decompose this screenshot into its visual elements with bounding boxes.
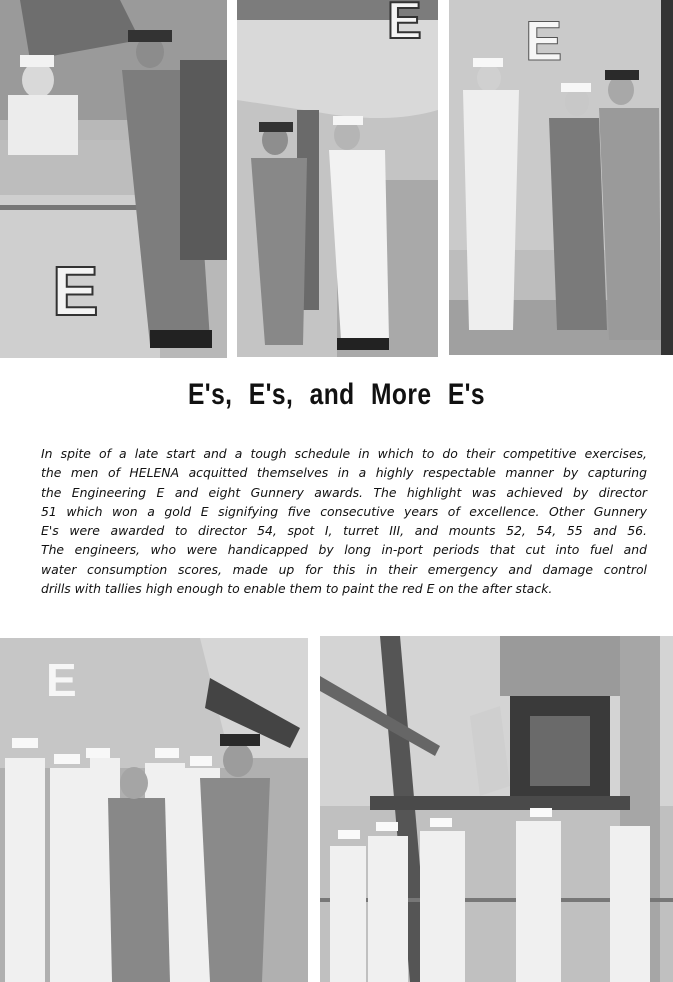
- body-paragraph: [41, 444, 647, 598]
- photo-e-letter: E: [387, 0, 422, 50]
- photo-hoisting-equipment: [320, 636, 673, 982]
- body-line: water consumption scores, made up for this in their emergency and damage control: [41, 561, 647, 577]
- photo-e-letter: E: [46, 654, 77, 706]
- body-line: the men of HELENA acquitted themselves in a highly respectable manner by capturing: [41, 465, 647, 481]
- page-title: [61, 378, 613, 412]
- body-line: E's were awarded to director 54, spot I, turret III, and mounts 52, 54, 55 and 56.: [41, 523, 647, 539]
- title-word: and: [309, 378, 355, 411]
- body-line: the Engineering E and eight Gunnery awards. The highlight was achieved by director: [41, 484, 647, 500]
- body-line: 51 which won a gold E signifying five consecutive years of excellence. Other Gunnery: [41, 503, 647, 519]
- body-line: drills with tallies high enough to enable them to paint the red E on the after stack.: [41, 581, 553, 597]
- title-word: E's,: [248, 378, 294, 411]
- photo-handshake-director: [237, 0, 438, 357]
- photo-e-letter: E: [52, 252, 99, 330]
- photo-award-presentation: [449, 0, 673, 355]
- body-line: In spite of a late start and a tough schedule in which to do their competitive exercises,: [41, 446, 647, 461]
- photo-crew-inspection: [0, 638, 308, 982]
- title-word: E's: [447, 378, 485, 411]
- photo-handshake-gun-mount: [0, 0, 227, 358]
- title-word: More: [371, 378, 432, 411]
- body-line: The engineers, who were handicapped by long in-port periods that cut into fuel and: [41, 542, 647, 558]
- title-word: E's,: [187, 378, 233, 411]
- photo-e-letter: E: [525, 9, 563, 72]
